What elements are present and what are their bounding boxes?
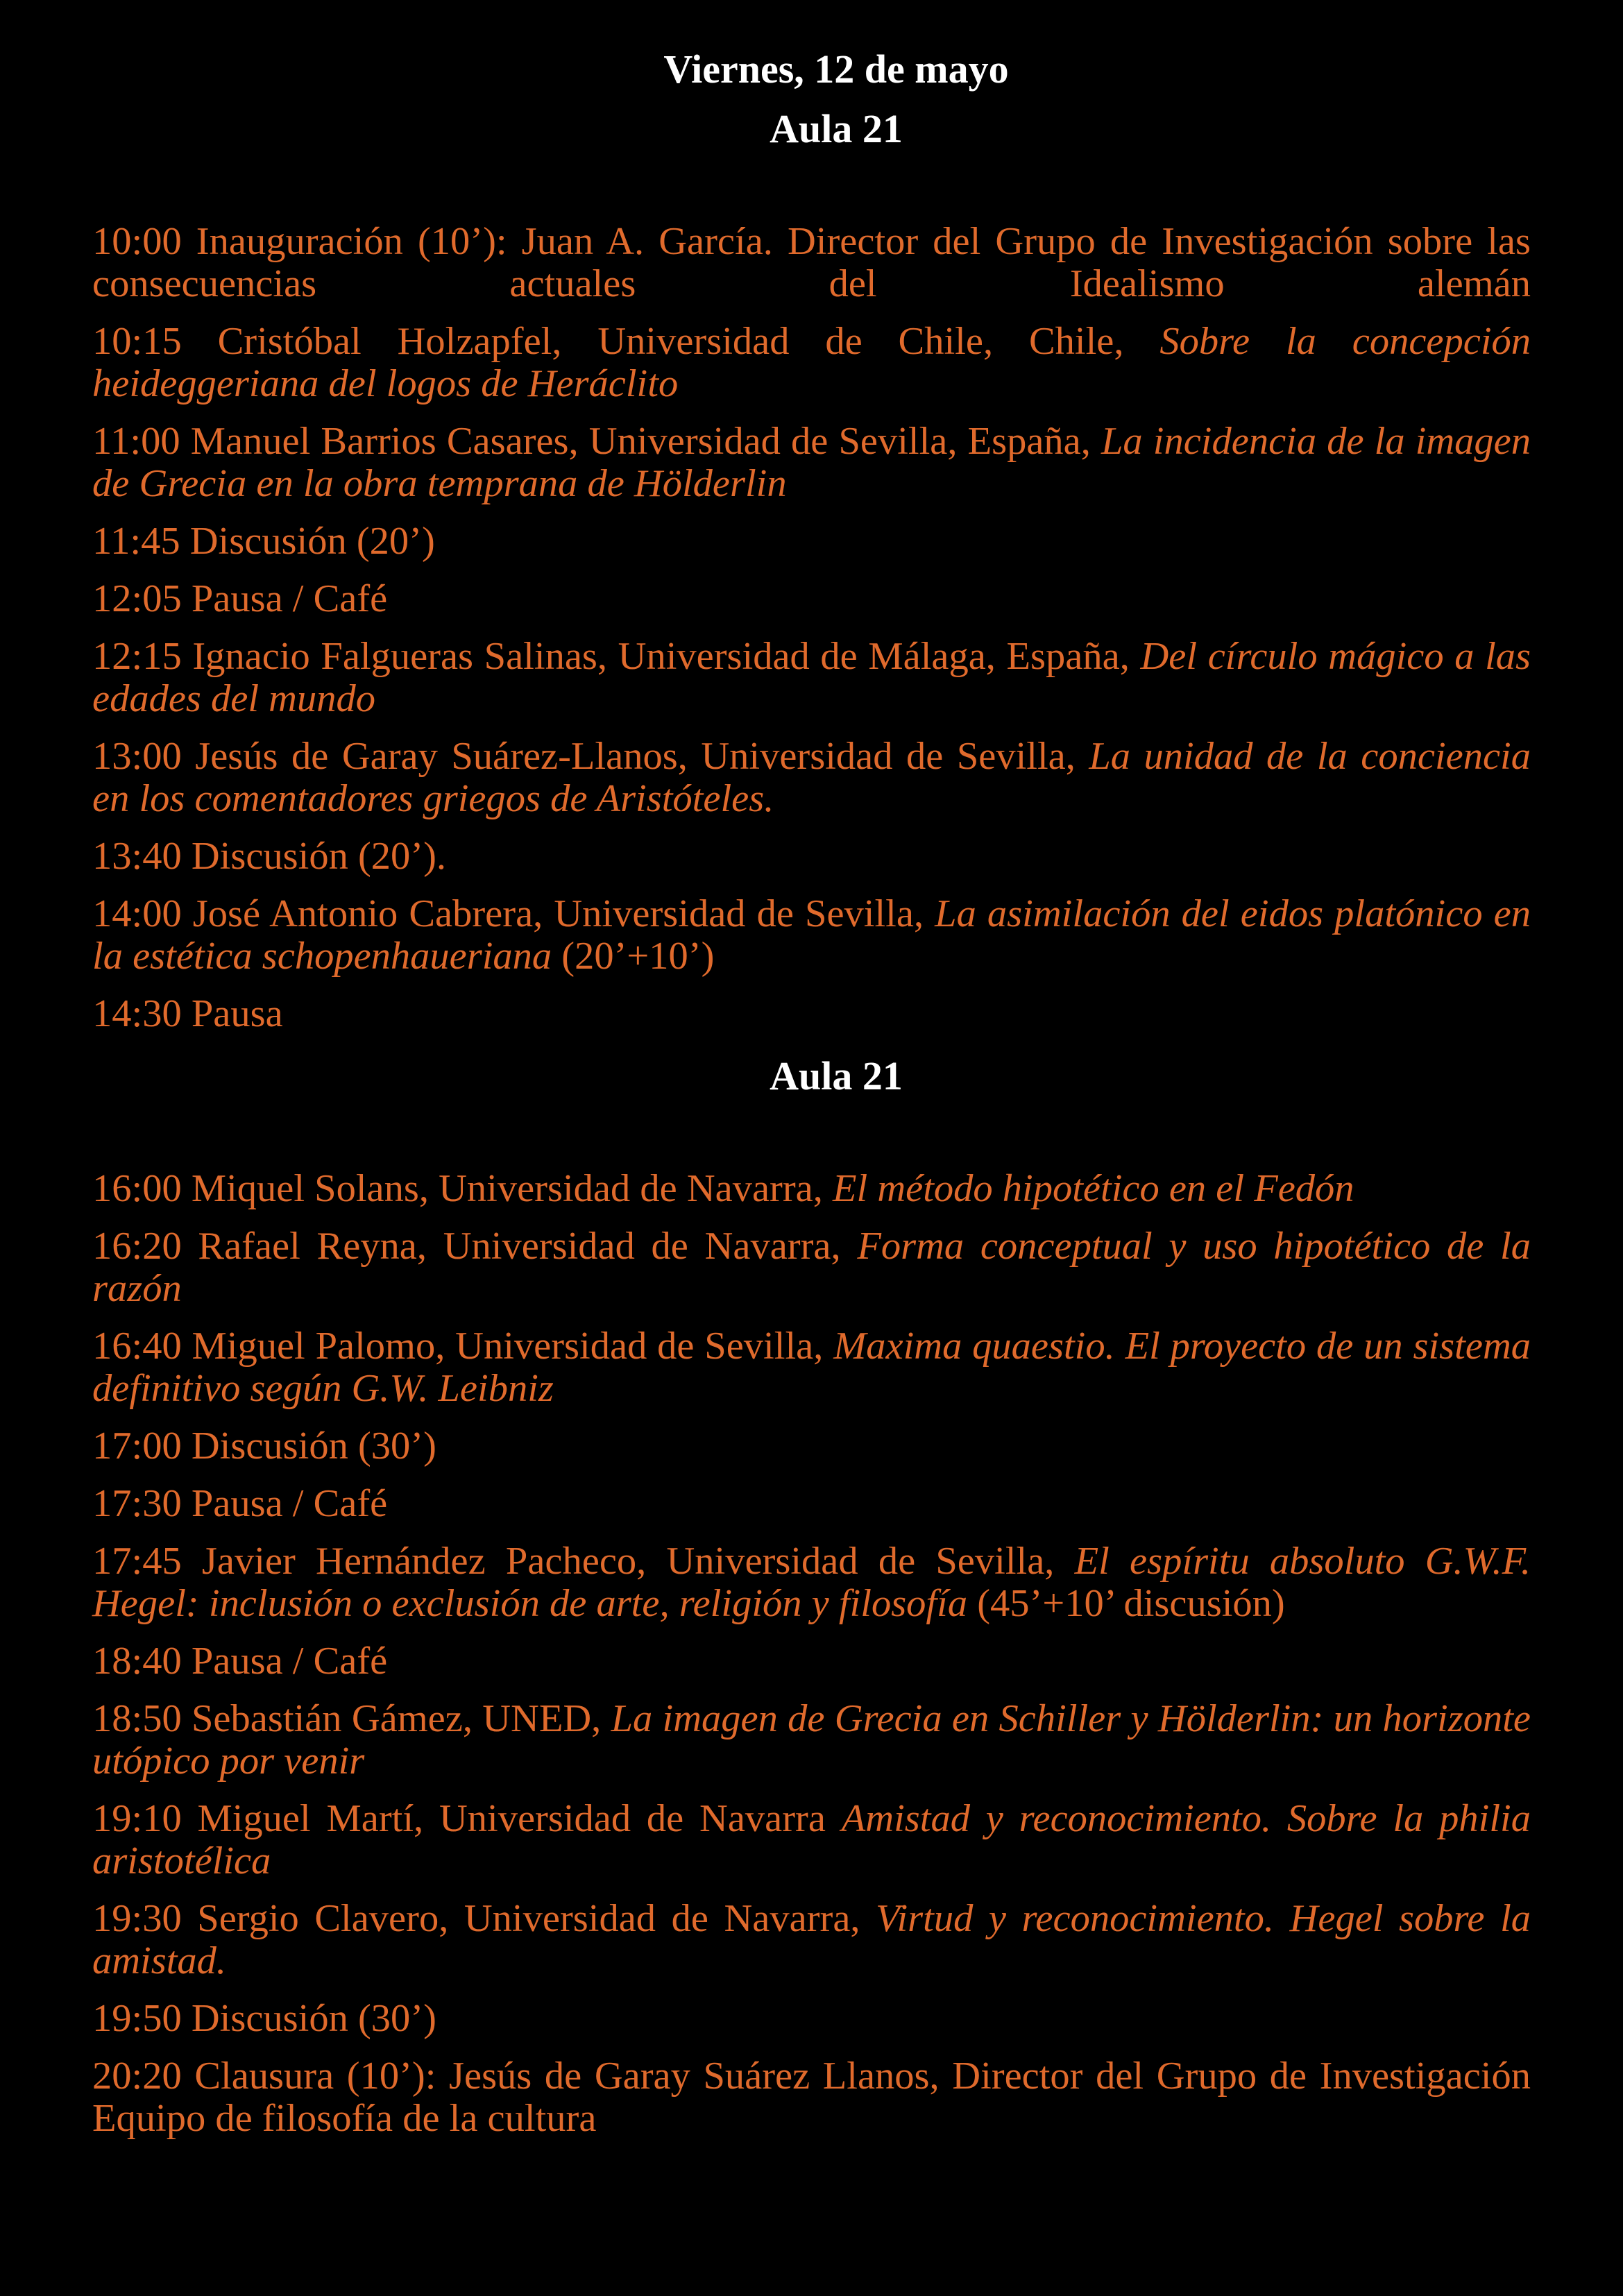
entry-title: Sobre la concepción heideggeriana del logos de Heráclito [92,320,1531,405]
entry-time: 12:05 [92,577,182,620]
entry-time: 12:15 [92,635,182,678]
entry-time: 16:00 [92,1167,182,1210]
entry-text: José Antonio Cabrera, Universidad de Sevilla, [192,892,924,935]
entry-text: Discusión (30’) [191,1997,436,2040]
schedule-entry [92,1325,1531,1410]
entry-text: Miguel Palomo, Universidad de Sevilla, [192,1325,824,1368]
schedule-entry [92,420,1531,505]
schedule-entry [92,1425,1531,1468]
afternoon-room-heading: Aula 21 [770,1053,903,1098]
schedule-entry [92,1640,1531,1683]
entry-title: Virtud y reconocimiento. Hegel sobre la amistad. [92,1897,1531,1982]
entry-title: La imagen de Grecia en Schiller y Hölderlin: un horizonte utópico por venir [92,1697,1531,1783]
schedule-entry [92,1540,1531,1625]
entry-title: La asimilación del eidos platónico en la estética schopenhaueriana [92,892,1531,978]
schedule-entry [92,2055,1531,2140]
schedule-entry [92,221,1531,305]
entry-title: Forma conceptual y uso hipotético de la razón [92,1225,1531,1310]
afternoon-schedule [92,1168,1531,2155]
schedule-entry [92,993,1531,1035]
entry-title: Amistad y reconocimiento. Sobre la philia aristotélica [92,1797,1531,1882]
entry-time: 14:30 [92,992,182,1035]
entry-text: Cristóbal Holzapfel, Universidad de Chile, Chile, [217,320,1124,363]
entry-text: Sergio Clavero, Universidad de Navarra, [197,1897,860,1940]
entry-title: Maxima quaestio. El proyecto de un sistema definitivo según G.W. Leibniz [92,1325,1531,1410]
entry-text: Javier Hernández Pacheco, Universidad de Sevilla, [201,1540,1055,1583]
entry-time: 10:00 [92,220,182,263]
entry-time: 19:50 [92,1997,182,2040]
entry-title: Del círculo mágico a las edades del mundo [92,635,1531,720]
entry-time: 10:15 [92,320,182,363]
entry-time: 14:00 [92,892,182,935]
entry-time: 19:30 [92,1897,182,1940]
entry-time: 17:45 [92,1540,182,1583]
schedule-entry [92,578,1531,620]
schedule-entry [92,1798,1531,1882]
schedule-entry [92,1168,1531,1210]
entry-text: Rafael Reyna, Universidad de Navarra, [198,1225,841,1268]
morning-room-heading: Aula 21 [770,106,903,151]
entry-title: El método hipotético en el Fedón [833,1167,1354,1210]
schedule-entry [92,735,1531,820]
entry-text: Jesús de Garay Suárez-Llanos, Universidad de Sevilla, [195,735,1076,778]
entry-text: Miquel Solans, Universidad de Navarra, [191,1167,823,1210]
entry-time: 20:20 [92,2055,182,2098]
schedule-entry [92,1898,1531,1982]
entry-text: Ignacio Falgueras Salinas, Universidad de Málaga, España, [192,635,1130,678]
entry-time: 11:00 [92,420,180,463]
entry-text: Inauguración (10’): Juan A. García. Director del Grupo de Investigación sobre las consecuencias actuales del Idealismo alemán [92,220,1531,305]
entry-suffix: (45’+10’ discusión) [977,1582,1285,1625]
day-title: Viernes, 12 de mayo [663,46,1009,92]
entry-time: 13:40 [92,835,182,878]
morning-schedule [92,221,1531,1051]
schedule-entry [92,636,1531,720]
entry-time: 18:50 [92,1697,182,1740]
entry-time: 16:20 [92,1225,182,1268]
entry-title: La unidad de la conciencia en los comentadores griegos de Aristóteles. [92,735,1531,820]
entry-text: Clausura (10’): Jesús de Garay Suárez Llanos, Director del Grupo de Investigación Equipo de filosofía de la cultura [92,2055,1531,2140]
entry-title: El espíritu absoluto G.W.F. Hegel: inclusión o exclusión de arte, religión y filosofía [92,1540,1531,1625]
schedule-entry [92,1483,1531,1525]
entry-time: 17:30 [92,1482,182,1525]
entry-text: Discusión (20’). [191,835,447,878]
schedule-entry [92,321,1531,405]
entry-text: Pausa / Café [191,1640,388,1683]
entry-time: 18:40 [92,1640,182,1683]
entry-text: Pausa / Café [191,577,388,620]
entry-text: Pausa / Café [191,1482,388,1525]
entry-time: 17:00 [92,1425,182,1468]
schedule-entry [92,1698,1531,1783]
schedule-entry [92,893,1531,978]
schedule-entry [92,835,1531,878]
schedule-entry [92,1998,1531,2040]
entry-time: 16:40 [92,1325,182,1368]
entry-time: 19:10 [92,1797,182,1840]
schedule-entry [92,520,1531,563]
entry-time: 13:00 [92,735,182,778]
entry-time: 11:45 [92,520,180,563]
entry-text: Discusión (30’) [191,1425,436,1468]
entry-text: Miguel Martí, Universidad de Navarra [197,1797,826,1840]
entry-title: La incidencia de la imagen de Grecia en la obra temprana de Hölderlin [92,420,1531,505]
entry-text: Sebastián Gámez, UNED, [192,1697,602,1740]
entry-text: Pausa [191,992,283,1035]
schedule-entry [92,1225,1531,1310]
entry-suffix: (20’+10’) [561,935,715,978]
entry-text: Discusión (20’) [189,520,435,563]
entry-text: Manuel Barrios Casares, Universidad de Sevilla, España, [190,420,1091,463]
